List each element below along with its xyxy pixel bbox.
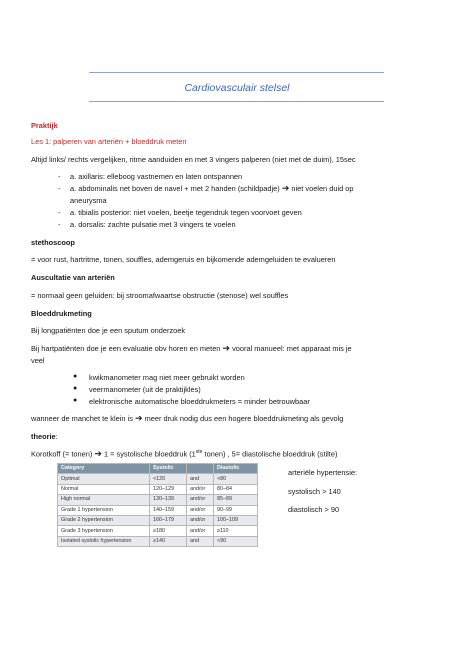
les1-heading: Les 1: palperen van arteriën + bloeddruk meten: [31, 137, 187, 146]
table-cell: 160–179: [150, 515, 187, 525]
table-row: [58, 526, 258, 536]
table-header-cell: Diastolic: [214, 464, 258, 474]
table-row: [58, 474, 258, 484]
arrow-right-icon: ➔: [281, 183, 290, 193]
page-title: Cardiovasculair stelsel: [184, 82, 290, 94]
table-cell: 85–89: [214, 495, 258, 505]
table-cell: and/or: [187, 526, 214, 536]
stethoscoop-heading: stethoscoop: [31, 238, 75, 247]
table-cell: 80–84: [214, 484, 258, 494]
bullet-icon: ●: [73, 373, 78, 380]
bloeddruk-heading: Bloeddrukmeting: [31, 309, 92, 318]
table-row: [58, 495, 258, 505]
table-cell: High normal: [58, 495, 150, 505]
arrow-right-icon: ➔: [134, 413, 143, 423]
auscultatie-text: = normaal geen geluiden: bij stroomafwaartse obstructie (stenose) wel souffles: [31, 291, 289, 300]
longpatienten-text: Bij longpatiënten doe je een sputum onderzoek: [31, 326, 186, 335]
table-cell: and: [187, 474, 214, 484]
table-cell: ≥140: [150, 536, 187, 546]
auscultatie-heading: Auscultatie van arteriën: [31, 273, 115, 282]
table-cell: 120–129: [150, 484, 187, 494]
table-row: [58, 484, 258, 494]
table-cell: <120: [150, 474, 187, 484]
table-header-row: [58, 464, 258, 474]
artery-item: - a. dorsalis: zachte pulsatie met 3 vingers te voelen: [58, 220, 236, 229]
bullet-icon: ●: [73, 385, 78, 392]
table-cell: ≥180: [150, 526, 187, 536]
hartpatienten-text-continued: veel: [31, 356, 45, 365]
table-cell: and/or: [187, 505, 214, 515]
table-cell: Optimal: [58, 474, 150, 484]
systolisch-value: systolisch > 140: [288, 487, 341, 496]
artery-item-continued: aneurysma: [70, 196, 107, 205]
table-row: [58, 505, 258, 515]
blood-pressure-table: [57, 463, 258, 547]
korotkoff-text: Korotkoff (= tonen) ➔ 1 = systolische bloeddruk (1ste tonen) , 5= diastolische bloeddruk (stilte): [31, 448, 338, 459]
table-cell: <80: [214, 474, 258, 484]
table-cell: 140–159: [150, 505, 187, 515]
artery-item: - a. tibialis posterior: niet voelen, beetje tegendruk tegen voorvoet geven: [58, 208, 302, 217]
praktijk-heading: Praktijk: [31, 121, 58, 130]
stethoscoop-text: = voor rust, hartritme, tonen, souffles, ademgeruis en bijkomende ademgeluiden te evalueren: [31, 255, 336, 264]
table-cell: and/or: [187, 484, 214, 494]
intro-text: Altijd links/ rechts vergelijken, ritme aanduiden en met 3 vingers palperen (niet met de duim), 15sec: [31, 155, 356, 164]
title-rule-bottom: [89, 101, 384, 102]
table-cell: and: [187, 536, 214, 546]
table-row: [58, 515, 258, 525]
table-cell: Grade 2 hypertension: [58, 515, 150, 525]
table-cell: 100–109: [214, 515, 258, 525]
table-cell: Isolated systolic hypertension: [58, 536, 150, 546]
table-header-cell: Category: [58, 464, 150, 474]
theorie-heading: theorie:: [31, 432, 58, 441]
table-cell: Grade 3 hypertension: [58, 526, 150, 536]
manchet-text: wanneer de manchet te klein is ➔ meer druk nodig dus een hogere bloeddrukmeting als gevolg: [31, 413, 344, 423]
table-row: [58, 536, 258, 546]
artery-item: - a. axillaris: elleboog vastnemen en laten ontspannen: [58, 172, 243, 181]
table-cell: ≥110: [214, 526, 258, 536]
arrow-right-icon: ➔: [222, 343, 231, 353]
diastolisch-value: diastolisch > 90: [288, 505, 340, 514]
bullet-icon: ●: [73, 397, 78, 404]
table-cell: and/or: [187, 495, 214, 505]
table-cell: <90: [214, 536, 258, 546]
table-cell: Normal: [58, 484, 150, 494]
table-cell: and/or: [187, 515, 214, 525]
hypertensie-heading: arteriële hypertensie:: [288, 468, 358, 477]
title-rule-top: [89, 72, 384, 73]
table-cell: 130–139: [150, 495, 187, 505]
table-cell: Grade 1 hypertension: [58, 505, 150, 515]
table-header-cell: Systolic: [150, 464, 187, 474]
meter-item: ● kwikmanometer mag niet meer gebruikt worden: [73, 373, 245, 382]
artery-item: - a. abdominalis net boven de navel + met 2 handen (schildpadje) ➔ niet voelen duid op: [58, 183, 354, 193]
meter-item: ● veermanometer (uit de praktijkles): [73, 385, 201, 394]
table-cell: 90–99: [214, 505, 258, 515]
arrow-right-icon: ➔: [94, 448, 102, 459]
hartpatienten-text: Bij hartpatiënten doe je een evaluatie obv horen en meten ➔ vooral manueel: met apparaat mis je: [31, 343, 352, 353]
meter-item: ● elektronische automatische bloeddrukmeters = minder betrouwbaar: [73, 397, 310, 406]
table-header-cell: [187, 464, 214, 474]
